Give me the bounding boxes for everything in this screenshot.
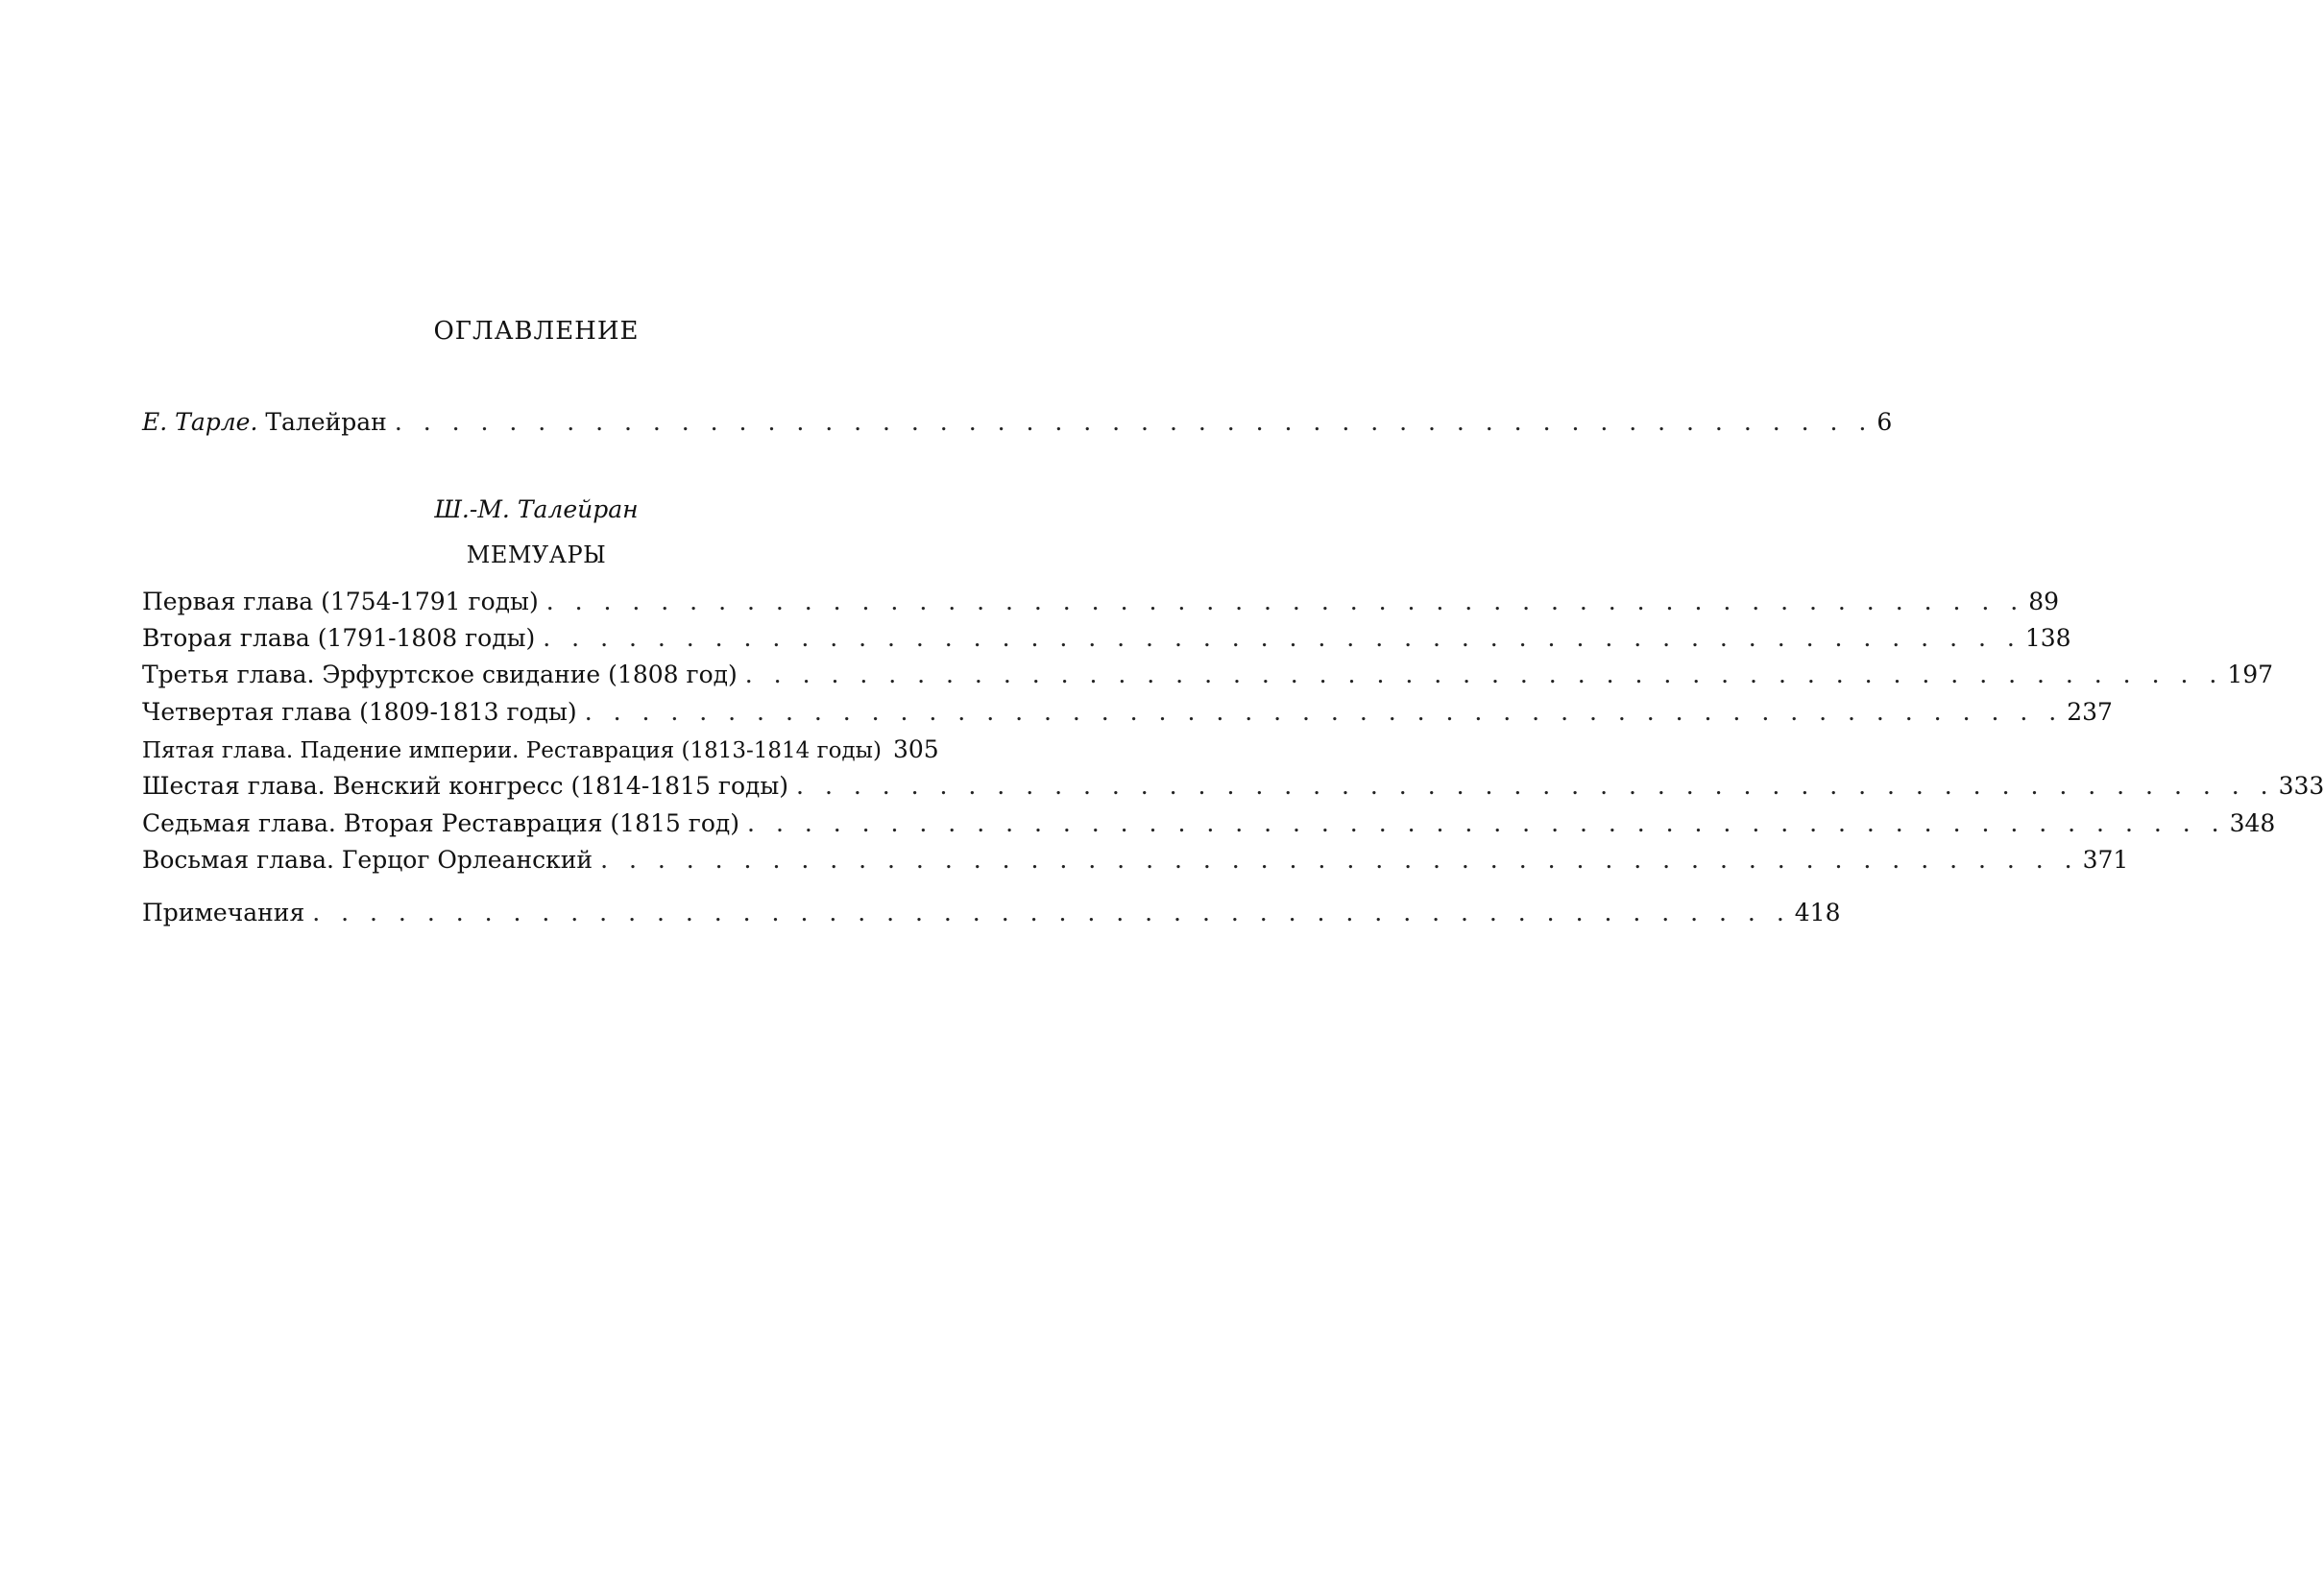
toc-page-number: 138 (2024, 624, 2071, 652)
toc-page-number: 333 (2278, 772, 2324, 800)
toc-entry-label (142, 408, 387, 437)
dot-leader: . . . . . . . . . . . . . . . . . . . . . . . . . . . . . . . . . . . . . . . . . . . . . . . . . . . . (796, 772, 2275, 800)
toc-entry-label: Первая глава (1754-1791 годы) (142, 588, 539, 615)
toc-entry-label: Третья глава. Эрфуртское свидание (1808 год) (142, 661, 738, 688)
dot-leader: . . . . . . . . . . . . . . . . . . . . . . . . . . . . . . . . . . . . . . . . . . . . . . . . . . . . (584, 698, 2064, 726)
dot-leader: . . . . . . . . . . . . . . . . . . . . . . . . . . . . . . . . . . . . . . . . . . . . . . . . . . . . (394, 408, 1874, 436)
toc-entry-title: Талейран (257, 408, 387, 436)
section-author: Ш.-М. Талейран (434, 495, 639, 523)
dot-leader: . . . . . . . . . . . . . . . . . . . . . . . . . . . . . . . . . . . . . . . . . . . . . . . . . . . . (744, 661, 2224, 688)
toc-entry (142, 661, 2274, 689)
toc-entry (142, 809, 2276, 838)
dot-leader: . . . . . . . . . . . . . . . . . . . . . . . . . . . . . . . . . . . . . . . . . . . . . . . . . . . . (312, 899, 1791, 926)
toc-page-number: 89 (2028, 588, 2060, 615)
toc-entry-label: Примечания (142, 899, 305, 926)
toc-entry-label: Пятая глава. Падение империи. Реставрация (1813-1814 годы) (142, 738, 882, 763)
toc-entry-author: Е. Тарле. (142, 408, 258, 436)
toc-page-number: 197 (2227, 661, 2274, 688)
toc-entry-label: Седьмая глава. Вторая Реставрация (1815 год) (142, 809, 740, 837)
dot-leader: . . . . . . . . . . . . . . . . . . . . . . . . . . . . . . . . . . . . . . . . . . . . . . . . . . . . (543, 624, 2021, 652)
toc-entry (142, 624, 2071, 653)
toc-entry (142, 772, 2324, 801)
toc-entry (142, 698, 2113, 727)
toc-page-number: 418 (1794, 899, 1841, 926)
toc-page-number: 348 (2229, 809, 2276, 837)
toc-page-number: 6 (1876, 408, 1893, 436)
toc-entry-notes (142, 899, 1841, 927)
section-title: МЕМУАРЫ (466, 541, 607, 568)
toc-entry (142, 588, 2060, 616)
dot-leader: . . . . . . . . . . . . . . . . . . . . . . . . . . . . . . . . . . . . . . . . . . . . . . . . . . . . (747, 809, 2226, 837)
toc-entry-label: Вторая глава (1791-1808 годы) (142, 624, 536, 652)
dot-leader: . . . . . . . . . . . . . . . . . . . . . . . . . . . . . . . . . . . . . . . . . . . . . . . . . . . . (545, 588, 2025, 615)
dot-leader: . . . . . . . . . . . . . . . . . . . . . . . . . . . . . . . . . . . . . . . . . . . . . . . . . . . . (600, 846, 2079, 874)
toc-page-number: 305 (892, 735, 939, 763)
toc-page-number: 371 (2082, 846, 2129, 874)
toc-entry (142, 846, 2129, 875)
toc-page-number: 237 (2067, 698, 2113, 726)
toc-entry (142, 735, 939, 765)
toc-entry-label: Четвертая глава (1809-1813 годы) (142, 698, 577, 726)
toc-entry-intro (142, 408, 1893, 437)
toc-entry-label: Восьмая глава. Герцог Орлеанский (142, 846, 593, 874)
page-title: ОГЛАВЛЕНИЕ (433, 317, 640, 346)
toc-entry-label: Шестая глава. Венский конгресс (1814-1815 годы) (142, 772, 789, 800)
